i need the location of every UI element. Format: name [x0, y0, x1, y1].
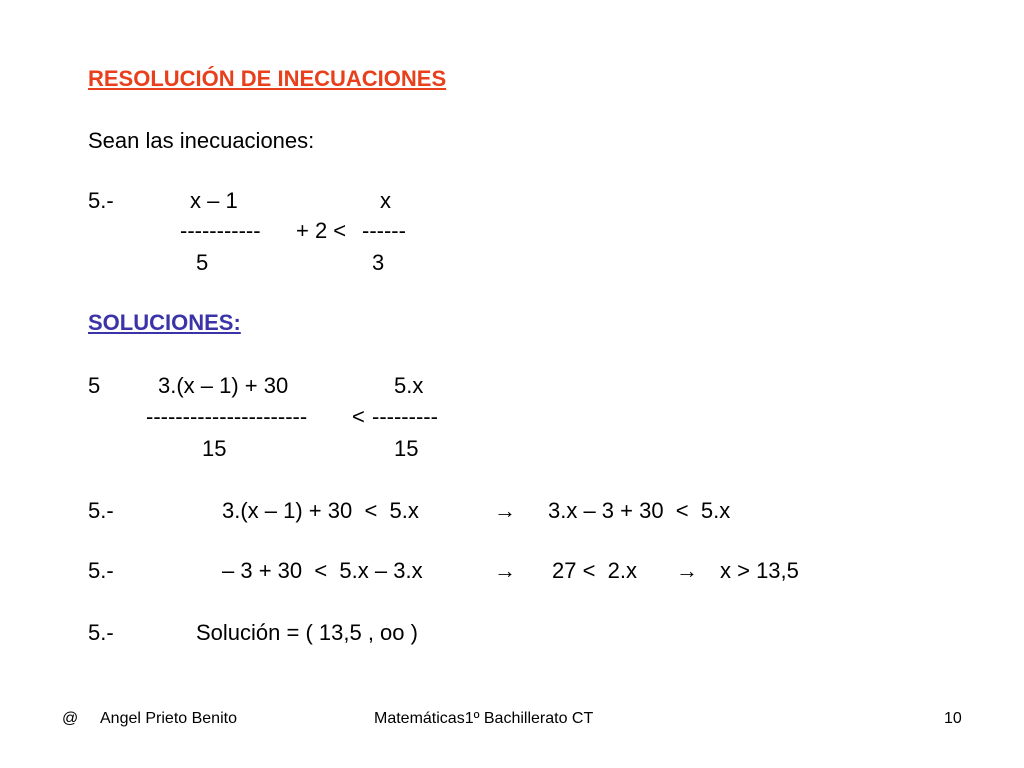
footer-page-number: 10	[944, 710, 962, 727]
problem-label: 5.-	[88, 188, 114, 213]
step4-solution: Solución = ( 13,5 , oo )	[196, 620, 418, 645]
step3-label: 5.-	[88, 558, 114, 583]
arrow-right-icon: →	[494, 498, 516, 523]
step1-numerator-1: 3.(x – 1) + 30	[158, 373, 289, 398]
problem-fraction-bar-2: ------	[362, 218, 406, 243]
problem-denominator-2: 3	[372, 250, 385, 275]
step2-right: 3.x – 3 + 30 < 5.x	[548, 498, 731, 523]
footer-at-symbol: @	[62, 710, 79, 727]
step3-part-2: 27 < 2.x	[552, 558, 638, 583]
step1-operator: <	[352, 404, 365, 429]
step1-fraction-bar-1: ----------------------	[146, 404, 308, 429]
problem-denominator-1: 5	[196, 250, 209, 275]
step2-label: 5.-	[88, 498, 114, 523]
step4-label: 5.-	[88, 620, 114, 645]
arrow-right-icon: →	[494, 558, 516, 583]
footer-course: Matemáticas1º Bachillerato CT	[374, 710, 594, 727]
solutions-heading: SOLUCIONES:	[88, 310, 241, 335]
step1-numerator-2: 5.x	[394, 373, 424, 398]
arrow-right-icon: →	[676, 558, 698, 583]
step1-fraction-bar-2: ---------	[372, 404, 438, 429]
problem-fraction-bar-1: -----------	[180, 218, 261, 243]
step2-left: 3.(x – 1) + 30 < 5.x	[222, 498, 419, 523]
step3-part-1: – 3 + 30 < 5.x – 3.x	[222, 558, 423, 583]
problem-middle: + 2 <	[296, 218, 347, 243]
problem-numerator-1: x – 1	[190, 188, 238, 213]
intro-text: Sean las inecuaciones:	[88, 128, 315, 153]
step1-denominator-2: 15	[394, 436, 419, 461]
step3-part-3: x > 13,5	[720, 558, 799, 583]
problem-numerator-2: x	[380, 188, 391, 213]
step1-label: 5	[88, 373, 101, 398]
page-title: RESOLUCIÓN DE INECUACIONES	[88, 66, 447, 91]
step1-denominator-1: 15	[202, 436, 227, 461]
footer-author: Angel Prieto Benito	[100, 710, 237, 727]
